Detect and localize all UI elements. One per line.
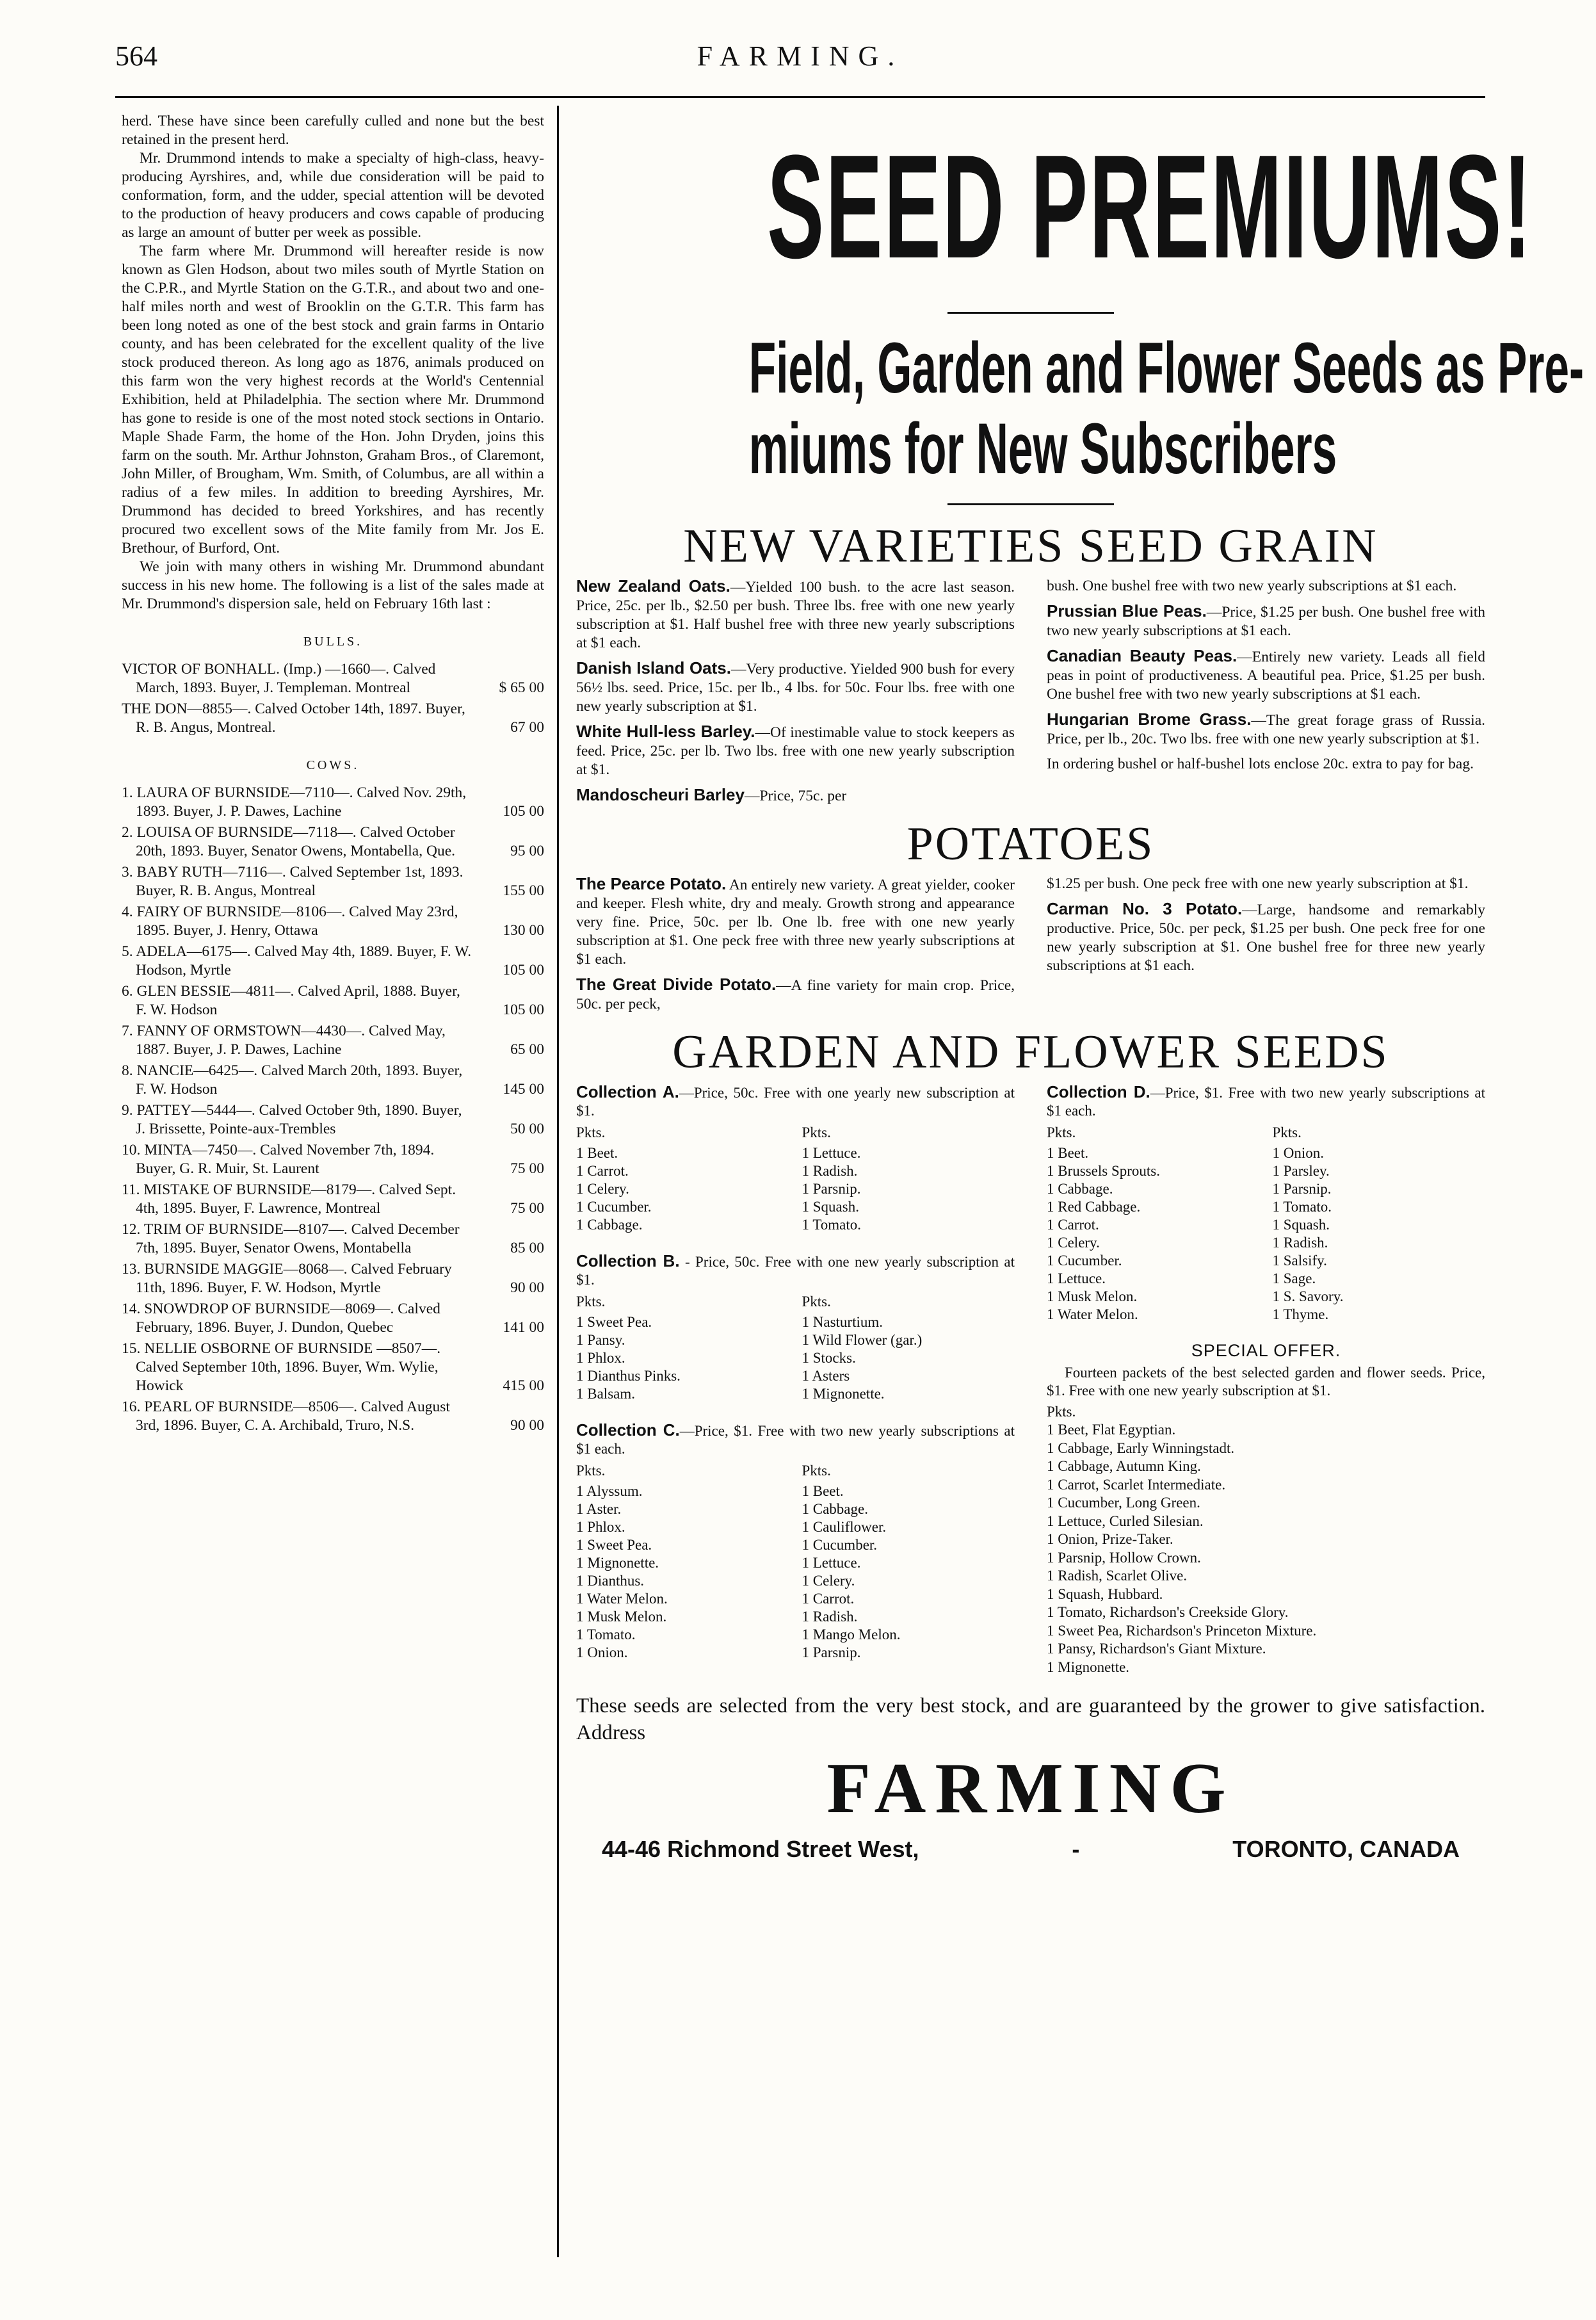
packet-item: 1 Musk Melon. — [1047, 1288, 1138, 1304]
packet-item: 1 Cabbage. — [576, 1217, 643, 1233]
packet-item: 1 Red Cabbage. — [1047, 1199, 1141, 1215]
collection-title: Collection D. — [1047, 1082, 1150, 1101]
special-offer-description: Fourteen packets of the best selected garden and flower seeds. Price, $1. Free with one new yearly subscription at $1. — [1047, 1365, 1485, 1399]
packet-item: 1 Carrot. — [576, 1163, 629, 1179]
sale-entry — [122, 1062, 544, 1099]
sale-description: 7. FANNY OF ORMSTOWN—4430—. Calved May, 1887. Buyer, J. P. Dawes, Lachine — [122, 1023, 446, 1058]
sale-price: 67 00 — [510, 719, 544, 736]
sale-price: $ 65 00 — [499, 679, 544, 696]
packet-item: 1 S. Savory. — [1272, 1288, 1344, 1304]
city: TORONTO, CANADA — [1232, 1836, 1460, 1862]
special-offer-list — [1047, 1421, 1485, 1676]
packet-item: 1 Parsnip. — [802, 1181, 861, 1197]
seed-grain-heading: NEW VARIETIES SEED GRAIN — [683, 520, 1378, 572]
sale-entry — [122, 823, 544, 861]
publisher-name: FARMING — [826, 1749, 1235, 1828]
special-offer-item: 1 Cabbage, Autumn King. — [1047, 1458, 1201, 1474]
collection-header — [576, 1421, 1015, 1458]
collection-header — [1047, 1083, 1485, 1120]
sale-price: 105 00 — [503, 962, 544, 978]
sale-description: THE DON—8855—. Calved October 14th, 1897. Buyer, R. B. Angus, Montreal. — [122, 701, 465, 736]
packet-item: 1 Asters — [802, 1368, 850, 1384]
packet-item: 1 Radish. — [1272, 1235, 1328, 1251]
sale-description: 8. NANCIE—6425—. Calved March 20th, 1893. Buyer, F. W. Hodson — [122, 1062, 463, 1098]
packet-item: 1 Lettuce. — [802, 1555, 861, 1571]
item-paragraph — [1047, 900, 1485, 975]
packet-item: 1 Lettuce. — [802, 1145, 861, 1161]
sale-description: 5. ADELA—6175—. Calved May 4th, 1889. Buyer, F. W. Hodson, Myrtle — [122, 943, 472, 978]
ad-banner-title: SEED PREMIUMS! — [767, 124, 1533, 289]
collection-description: —Price, 50c. Free with one yearly new subscription at $1. — [576, 1085, 1015, 1119]
seed-premiums-ad — [576, 112, 1584, 1863]
special-offer-item: 1 Cabbage, Early Winningstadt. — [1047, 1440, 1235, 1456]
column-divider — [557, 106, 559, 2257]
sale-entry — [122, 1101, 544, 1139]
special-offer-item: 1 Parsnip, Hollow Crown. — [1047, 1549, 1201, 1566]
sale-entry — [122, 1260, 544, 1297]
sale-description: 6. GLEN BESSIE—4811—. Calved April, 1888. Buyer, F. W. Hodson — [122, 983, 460, 1018]
potatoes-left-column — [576, 875, 1015, 1020]
sale-description: 3. BABY RUTH—7116—. Calved September 1st, 1893. Buyer, R. B. Angus, Montreal — [122, 864, 463, 899]
packet-item: 1 Celery. — [1047, 1235, 1100, 1251]
item-paragraph — [1047, 875, 1485, 893]
packet-item: 1 Beet. — [576, 1145, 618, 1161]
special-offer-item: 1 Beet, Flat Egyptian. — [1047, 1422, 1176, 1438]
bulls-heading: BULLS. — [303, 635, 363, 649]
address-dash: - — [1072, 1836, 1080, 1862]
sale-price: 85 00 — [510, 1240, 544, 1256]
packet-item: 1 Squash. — [1272, 1217, 1330, 1233]
collection-block — [576, 1421, 1015, 1662]
item-name: Danish Island Oats. — [576, 658, 731, 677]
garden-seeds-section — [576, 1083, 1485, 1680]
packet-item: 1 Radish. — [802, 1163, 858, 1179]
packet-item: 1 Brussels Sprouts. — [1047, 1163, 1160, 1179]
packet-list — [576, 1462, 1015, 1662]
sale-description: VICTOR OF BONHALL. (Imp.) —1660—. Calved March, 1893. Buyer, J. Templeman. Montreal — [122, 661, 436, 696]
packet-item: 1 Tomato. — [576, 1626, 636, 1643]
item-paragraph — [576, 722, 1015, 779]
collection-header — [576, 1252, 1015, 1289]
item-text: —Entirely new variety. Leads all field peas in point of productiveness. A beautiful pea. Price, $1.25 per bush. One bushel free with two new yearly subscriptions at $1 each. — [1047, 649, 1485, 702]
packet-item: 1 Mignonette. — [576, 1555, 659, 1571]
sale-price: 130 00 — [503, 922, 544, 939]
packet-item: 1 Wild Flower (gar.) — [802, 1332, 923, 1348]
item-name: The Pearce Potato. — [576, 874, 727, 893]
packet-item: 1 Carrot. — [1047, 1217, 1099, 1233]
packet-item: 1 Salsify. — [1272, 1253, 1327, 1269]
item-paragraph — [576, 875, 1015, 969]
special-offer-item: 1 Radish, Scarlet Olive. — [1047, 1568, 1188, 1584]
item-paragraph — [576, 786, 1015, 806]
sale-price: 145 00 — [503, 1081, 544, 1098]
collections-right-column — [1047, 1083, 1485, 1680]
subhead-line: miums for New Subscribers — [748, 409, 1337, 489]
packet-item: 1 Musk Melon. — [576, 1609, 667, 1625]
pkts-label: Pkts. — [576, 1463, 606, 1479]
header-rule — [115, 96, 1485, 98]
item-paragraph — [576, 659, 1015, 716]
potatoes-heading: POTATOES — [907, 818, 1155, 870]
garden-seeds-heading: GARDEN AND FLOWER SEEDS — [672, 1026, 1389, 1078]
packet-item: 1 Sage. — [1272, 1270, 1316, 1286]
sale-entry — [122, 903, 544, 940]
pkts-label: Pkts. — [1272, 1124, 1302, 1140]
item-name: The Great Divide Potato. — [576, 975, 777, 994]
seed-grain-section — [576, 577, 1485, 812]
page-number: 564 — [115, 40, 157, 72]
sale-entry — [122, 1022, 544, 1059]
packet-item: 1 Parsnip. — [1272, 1181, 1332, 1197]
special-offer-item: 1 Squash, Hubbard. — [1047, 1586, 1163, 1602]
special-offer-pkts-label: Pkts. — [1047, 1404, 1076, 1420]
packet-item: 1 Mango Melon. — [802, 1626, 901, 1643]
packet-item: 1 Thyme. — [1272, 1306, 1329, 1322]
packet-item: 1 Pansy. — [576, 1332, 625, 1348]
sale-price: 50 00 — [510, 1121, 544, 1137]
sale-price: 415 00 — [503, 1377, 544, 1394]
special-offer-item: 1 Onion, Prize-Taker. — [1047, 1531, 1173, 1547]
street-address: 44-46 Richmond Street West, — [602, 1836, 919, 1862]
special-offer-item: 1 Lettuce, Curled Silesian. — [1047, 1513, 1204, 1529]
packet-item: 1 Sweet Pea. — [576, 1537, 652, 1553]
item-name: Carman No. 3 Potato. — [1047, 899, 1243, 918]
item-text: In ordering bushel or half-bushel lots enclose 20c. extra to pay for bag. — [1047, 756, 1474, 772]
sale-entry — [122, 700, 544, 737]
item-paragraph — [1047, 710, 1485, 749]
seed-grain-left-column — [576, 577, 1015, 812]
packet-item: 1 Cucumber. — [576, 1199, 652, 1215]
item-paragraph — [1047, 755, 1485, 774]
packet-item: 1 Dianthus Pinks. — [576, 1368, 681, 1384]
packet-item: 1 Water Melon. — [1047, 1306, 1138, 1322]
packet-item: 1 Cabbage. — [1047, 1181, 1113, 1197]
packet-item: 1 Balsam. — [576, 1386, 635, 1402]
item-name: Prussian Blue Peas. — [1047, 601, 1207, 621]
item-text: An entirely new variety. A great yielder, cooker and keeper. Flesh white, dry and mealy. Growth strong and appearance very fine. Price, 50c. per lb. One lb. free with one new yearly subscription at $1. One peck free with three new yearly subscriptions at $1 each. — [576, 877, 1015, 968]
collection-title: Collection C. — [576, 1420, 680, 1440]
sale-description: 4. FAIRY OF BURNSIDE—8106—. Calved May 23rd, 1895. Buyer, J. Henry, Ottawa — [122, 904, 458, 939]
sale-description: 16. PEARL OF BURNSIDE—8506—. Calved August 3rd, 1896. Buyer, C. A. Archibald, Truro, N.S. — [122, 1399, 450, 1434]
divider — [947, 312, 1114, 314]
pkts-label: Pkts. — [576, 1124, 606, 1140]
item-text: —Large, handsome and remarkably productive. Price, 50c. per peck, $1.25 per bush. One peck free for one new yearly subscription at $1. One bushel free for three new yearly subscriptions at $1 each. — [1047, 902, 1485, 974]
sale-price: 65 00 — [510, 1041, 544, 1058]
packet-item: 1 Cucumber. — [802, 1537, 878, 1553]
item-name: Mandoscheuri Barley — [576, 785, 745, 804]
closing-text: These seeds are selected from the very best stock, and are guaranteed by the grower to give satisfaction. Address — [576, 1694, 1485, 1744]
item-text: —Yielded 100 bush. to the acre last season. Price, 25c. per lb., $2.50 per bush. Three lbs. free with one new yearly subscription at $1. Half bushel free with three new yearly subscriptions at $1 each. — [576, 579, 1015, 651]
packet-item: 1 Tomato. — [802, 1217, 862, 1233]
sale-entry — [122, 943, 544, 980]
sale-entry — [122, 1300, 544, 1337]
sale-entry — [122, 1398, 544, 1435]
pkts-label: Pkts. — [576, 1294, 606, 1310]
sale-description: 11. MISTAKE OF BURNSIDE—8179—. Calved Sept. 4th, 1895. Buyer, F. Lawrence, Montreal — [122, 1181, 456, 1217]
special-offer-item: 1 Mignonette. — [1047, 1659, 1130, 1675]
packet-item: 1 Sweet Pea. — [576, 1314, 652, 1330]
sale-entry — [122, 1221, 544, 1258]
sale-description: 14. SNOWDROP OF BURNSIDE—8069—. Calved February, 1896. Buyer, J. Dundon, Quebec — [122, 1301, 440, 1336]
collection-title: Collection B. — [576, 1251, 680, 1270]
sale-description: 12. TRIM OF BURNSIDE—8107—. Calved December 7th, 1895. Buyer, Senator Owens, Montabella — [122, 1221, 460, 1256]
collection-block — [576, 1083, 1015, 1234]
paragraph: Mr. Drummond intends to make a specialty of high-class, heavy-producing Ayrshires, and, while due consideration will be paid to conformation, form, and the udder, special attention will be devoted to the production of heavy producers and cows capable of producing as large an amount of butter per week as possible. — [122, 150, 544, 241]
packet-item: 1 Stocks. — [802, 1350, 856, 1366]
packet-item: 1 Lettuce. — [1047, 1270, 1106, 1286]
packet-item: 1 Radish. — [802, 1609, 858, 1625]
sale-price: 95 00 — [510, 843, 544, 859]
packet-item: 1 Celery. — [802, 1573, 855, 1589]
packet-item: 1 Beet. — [1047, 1145, 1089, 1161]
item-paragraph — [576, 577, 1015, 653]
packet-item: 1 Onion. — [576, 1644, 628, 1660]
packet-item: 1 Parsnip. — [802, 1644, 861, 1660]
collection-block — [1047, 1083, 1485, 1324]
item-paragraph — [576, 975, 1015, 1014]
item-paragraph — [1047, 577, 1485, 596]
packet-list — [576, 1293, 1015, 1403]
sale-entry — [122, 1340, 544, 1395]
sale-description: 1. LAURA OF BURNSIDE—7110—. Calved Nov. 29th, 1893. Buyer, J. P. Dawes, Lachine — [122, 784, 467, 820]
subhead-line: Field, Garden and Flower Seeds as Pre- — [748, 328, 1584, 408]
potatoes-section — [576, 875, 1485, 1020]
pkts-label: Pkts. — [802, 1294, 831, 1310]
item-text: —Price, $1.25 per bush. One bushel free with two new yearly subscriptions at $1 each. — [1047, 604, 1486, 639]
sale-price: 105 00 — [503, 1002, 544, 1018]
special-offer-item: 1 Tomato, Richardson's Creekside Glory. — [1047, 1604, 1289, 1620]
ad-subheading — [748, 328, 1584, 489]
pkts-label: Pkts. — [1047, 1124, 1076, 1140]
packet-list — [1047, 1124, 1485, 1324]
item-paragraph — [1047, 602, 1485, 640]
item-text: —A fine variety for main crop. Price, 50c. per peck, — [576, 977, 1015, 1012]
sale-price: 105 00 — [503, 803, 544, 820]
sale-price: 75 00 — [510, 1160, 544, 1177]
bulls-list — [122, 660, 544, 737]
packet-item: 1 Aster. — [576, 1501, 622, 1517]
sale-description: 13. BURNSIDE MAGGIE—8068—. Calved February 11th, 1896. Buyer, F. W. Hodson, Myrtle — [122, 1261, 452, 1296]
collection-description: —Price, $1. Free with two new yearly subscriptions at $1 each. — [576, 1423, 1015, 1457]
sale-entry — [122, 1141, 544, 1178]
sale-description: 15. NELLIE OSBORNE OF BURNSIDE —8507—. Calved September 10th, 1896. Buyer, Wm. Wylie, Howick — [122, 1340, 441, 1394]
packet-item: 1 Cucumber. — [1047, 1253, 1122, 1269]
item-name: Canadian Beauty Peas. — [1047, 646, 1237, 665]
sale-entry — [122, 784, 544, 821]
cows-list — [122, 784, 544, 1435]
special-offer-title: SPECIAL OFFER. — [1191, 1341, 1341, 1360]
sale-price: 75 00 — [510, 1200, 544, 1217]
packet-item: 1 Celery. — [576, 1181, 629, 1197]
packet-item: 1 Phlox. — [576, 1519, 625, 1535]
packet-item: 1 Onion. — [1272, 1145, 1324, 1161]
left-column — [122, 112, 544, 1438]
packet-item: 1 Carrot. — [802, 1591, 855, 1607]
paragraph: The farm where Mr. Drummond will hereafter reside is now known as Glen Hodson, about two miles south of Myrtle Station on the C.P.R., and Myrtle Station on the G.T.R., and about two and one-half miles north and west of Brooklin on the G.T.R. This farm has been long noted as one of the best stock and grain farms in Ontario county, and has been celebrated for the excellent quality of the live stock produced thereon. As long ago as 1876, animals produced on this farm won the very highest records at the World's Centennial Exhibition, held at Philadelphia. The section where Mr. Drummond has gone to reside is one of the most noted stock sections in Ontario. Maple Shade Farm, the home of the Hon. John Dryden, joins this farm on the south. Mr. Arthur Johnston, Graham Bros., of Claremont, John Miller, of Brougham, Wm. Smith, of Columbus, are all within a radius of a few miles. In addition to breeding Ayrshires, Mr. Drummond has decided to breed Yorkshires, and has recently procured two excellent sows of the Mite family from Mr. Jos E. Brethour, of Burford, Ont. — [122, 243, 544, 556]
packet-item: 1 Water Melon. — [576, 1591, 668, 1607]
packet-item: 1 Dianthus. — [576, 1573, 645, 1589]
packet-item: 1 Nasturtium. — [802, 1314, 883, 1330]
packet-item: 1 Parsley. — [1272, 1163, 1330, 1179]
collection-description: —Price, $1. Free with two new yearly subscriptions at $1 each. — [1047, 1085, 1485, 1119]
page-header — [115, 40, 1485, 91]
packet-item: 1 Mignonette. — [802, 1386, 885, 1402]
item-name: New Zealand Oats. — [576, 576, 730, 596]
running-head: FARMING. — [697, 40, 904, 72]
collection-title: Collection A. — [576, 1082, 679, 1101]
divider — [947, 503, 1114, 505]
potatoes-right-column — [1047, 875, 1485, 1020]
packet-item: 1 Beet. — [802, 1483, 844, 1499]
paragraph: We join with many others in wishing Mr. Drummond abundant success in his new home. The following is a list of the sales made at Mr. Drummond's dispersion sale, held on February 16th last : — [122, 558, 544, 612]
seed-grain-right-column — [1047, 577, 1485, 812]
special-offer-item: 1 Cucumber, Long Green. — [1047, 1495, 1200, 1511]
item-name: White Hull-less Barley. — [576, 722, 755, 741]
packet-item: 1 Cabbage. — [802, 1501, 868, 1517]
packet-list — [576, 1124, 1015, 1234]
special-offer-item: 1 Carrot, Scarlet Intermediate. — [1047, 1476, 1226, 1493]
collection-d — [1047, 1083, 1485, 1324]
sale-entry — [122, 863, 544, 900]
item-text: $1.25 per bush. One peck free with one new yearly subscription at $1. — [1047, 875, 1469, 892]
sale-description: 9. PATTEY—5444—. Calved October 9th, 1890. Buyer, J. Brissette, Pointe-aux-Trembles — [122, 1102, 462, 1137]
sale-description: 10. MINTA—7450—. Calved November 7th, 1894. Buyer, G. R. Muir, St. Laurent — [122, 1142, 435, 1177]
packet-item: 1 Phlox. — [576, 1350, 625, 1366]
sale-entry — [122, 660, 544, 697]
item-name: Hungarian Brome Grass. — [1047, 710, 1252, 729]
sale-price: 90 00 — [510, 1279, 544, 1296]
item-text: —The great forage grass of Russia. Price, per lb., 20c. Two lbs. free with one new yearly subscription at $1. — [1047, 712, 1485, 747]
special-offer-item: 1 Sweet Pea, Richardson's Princeton Mixture. — [1047, 1622, 1317, 1639]
sale-entry — [122, 1181, 544, 1218]
collection-block — [576, 1252, 1015, 1403]
item-text: —Price, 75c. per — [744, 788, 847, 804]
cows-heading: COWS. — [306, 758, 360, 772]
item-text: —Very productive. Yielded 900 bush for every 56½ lbs. seed. Price, 15c. per lb., 4 lbs. for 50c. Four lbs. free with one new yearly subscription at $1. — [576, 661, 1015, 715]
pkts-label: Pkts. — [802, 1124, 831, 1140]
special-offer-item: 1 Pansy, Richardson's Giant Mixture. — [1047, 1641, 1266, 1657]
sale-price: 141 00 — [503, 1319, 544, 1336]
publisher-address — [576, 1836, 1485, 1863]
packet-item: 1 Squash. — [802, 1199, 859, 1215]
collection-header — [576, 1083, 1015, 1120]
item-paragraph — [1047, 647, 1485, 704]
packet-item: 1 Tomato. — [1272, 1199, 1332, 1215]
collections-left-column — [576, 1083, 1015, 1680]
paragraph: herd. These have since been carefully culled and none but the best retained in the present herd. — [122, 113, 544, 148]
sale-entry — [122, 982, 544, 1019]
sale-price: 90 00 — [510, 1417, 544, 1434]
collection-description: - Price, 50c. Free with one new yearly subscription at $1. — [576, 1254, 1015, 1288]
sale-price: 155 00 — [503, 882, 544, 899]
sale-description: 2. LOUISA OF BURNSIDE—7118—. Calved October 20th, 1893. Buyer, Senator Owens, Montabella, Que. — [122, 824, 455, 859]
packet-item: 1 Alyssum. — [576, 1483, 643, 1499]
item-text: bush. One bushel free with two new yearly subscriptions at $1 each. — [1047, 578, 1457, 594]
pkts-label: Pkts. — [802, 1463, 831, 1479]
item-text: —Of inestimable value to stock keepers as feed. Price, 25c. per lb. Two lbs. free with one new yearly subscription at $1. — [576, 724, 1015, 778]
packet-item: 1 Cauliflower. — [802, 1519, 887, 1535]
